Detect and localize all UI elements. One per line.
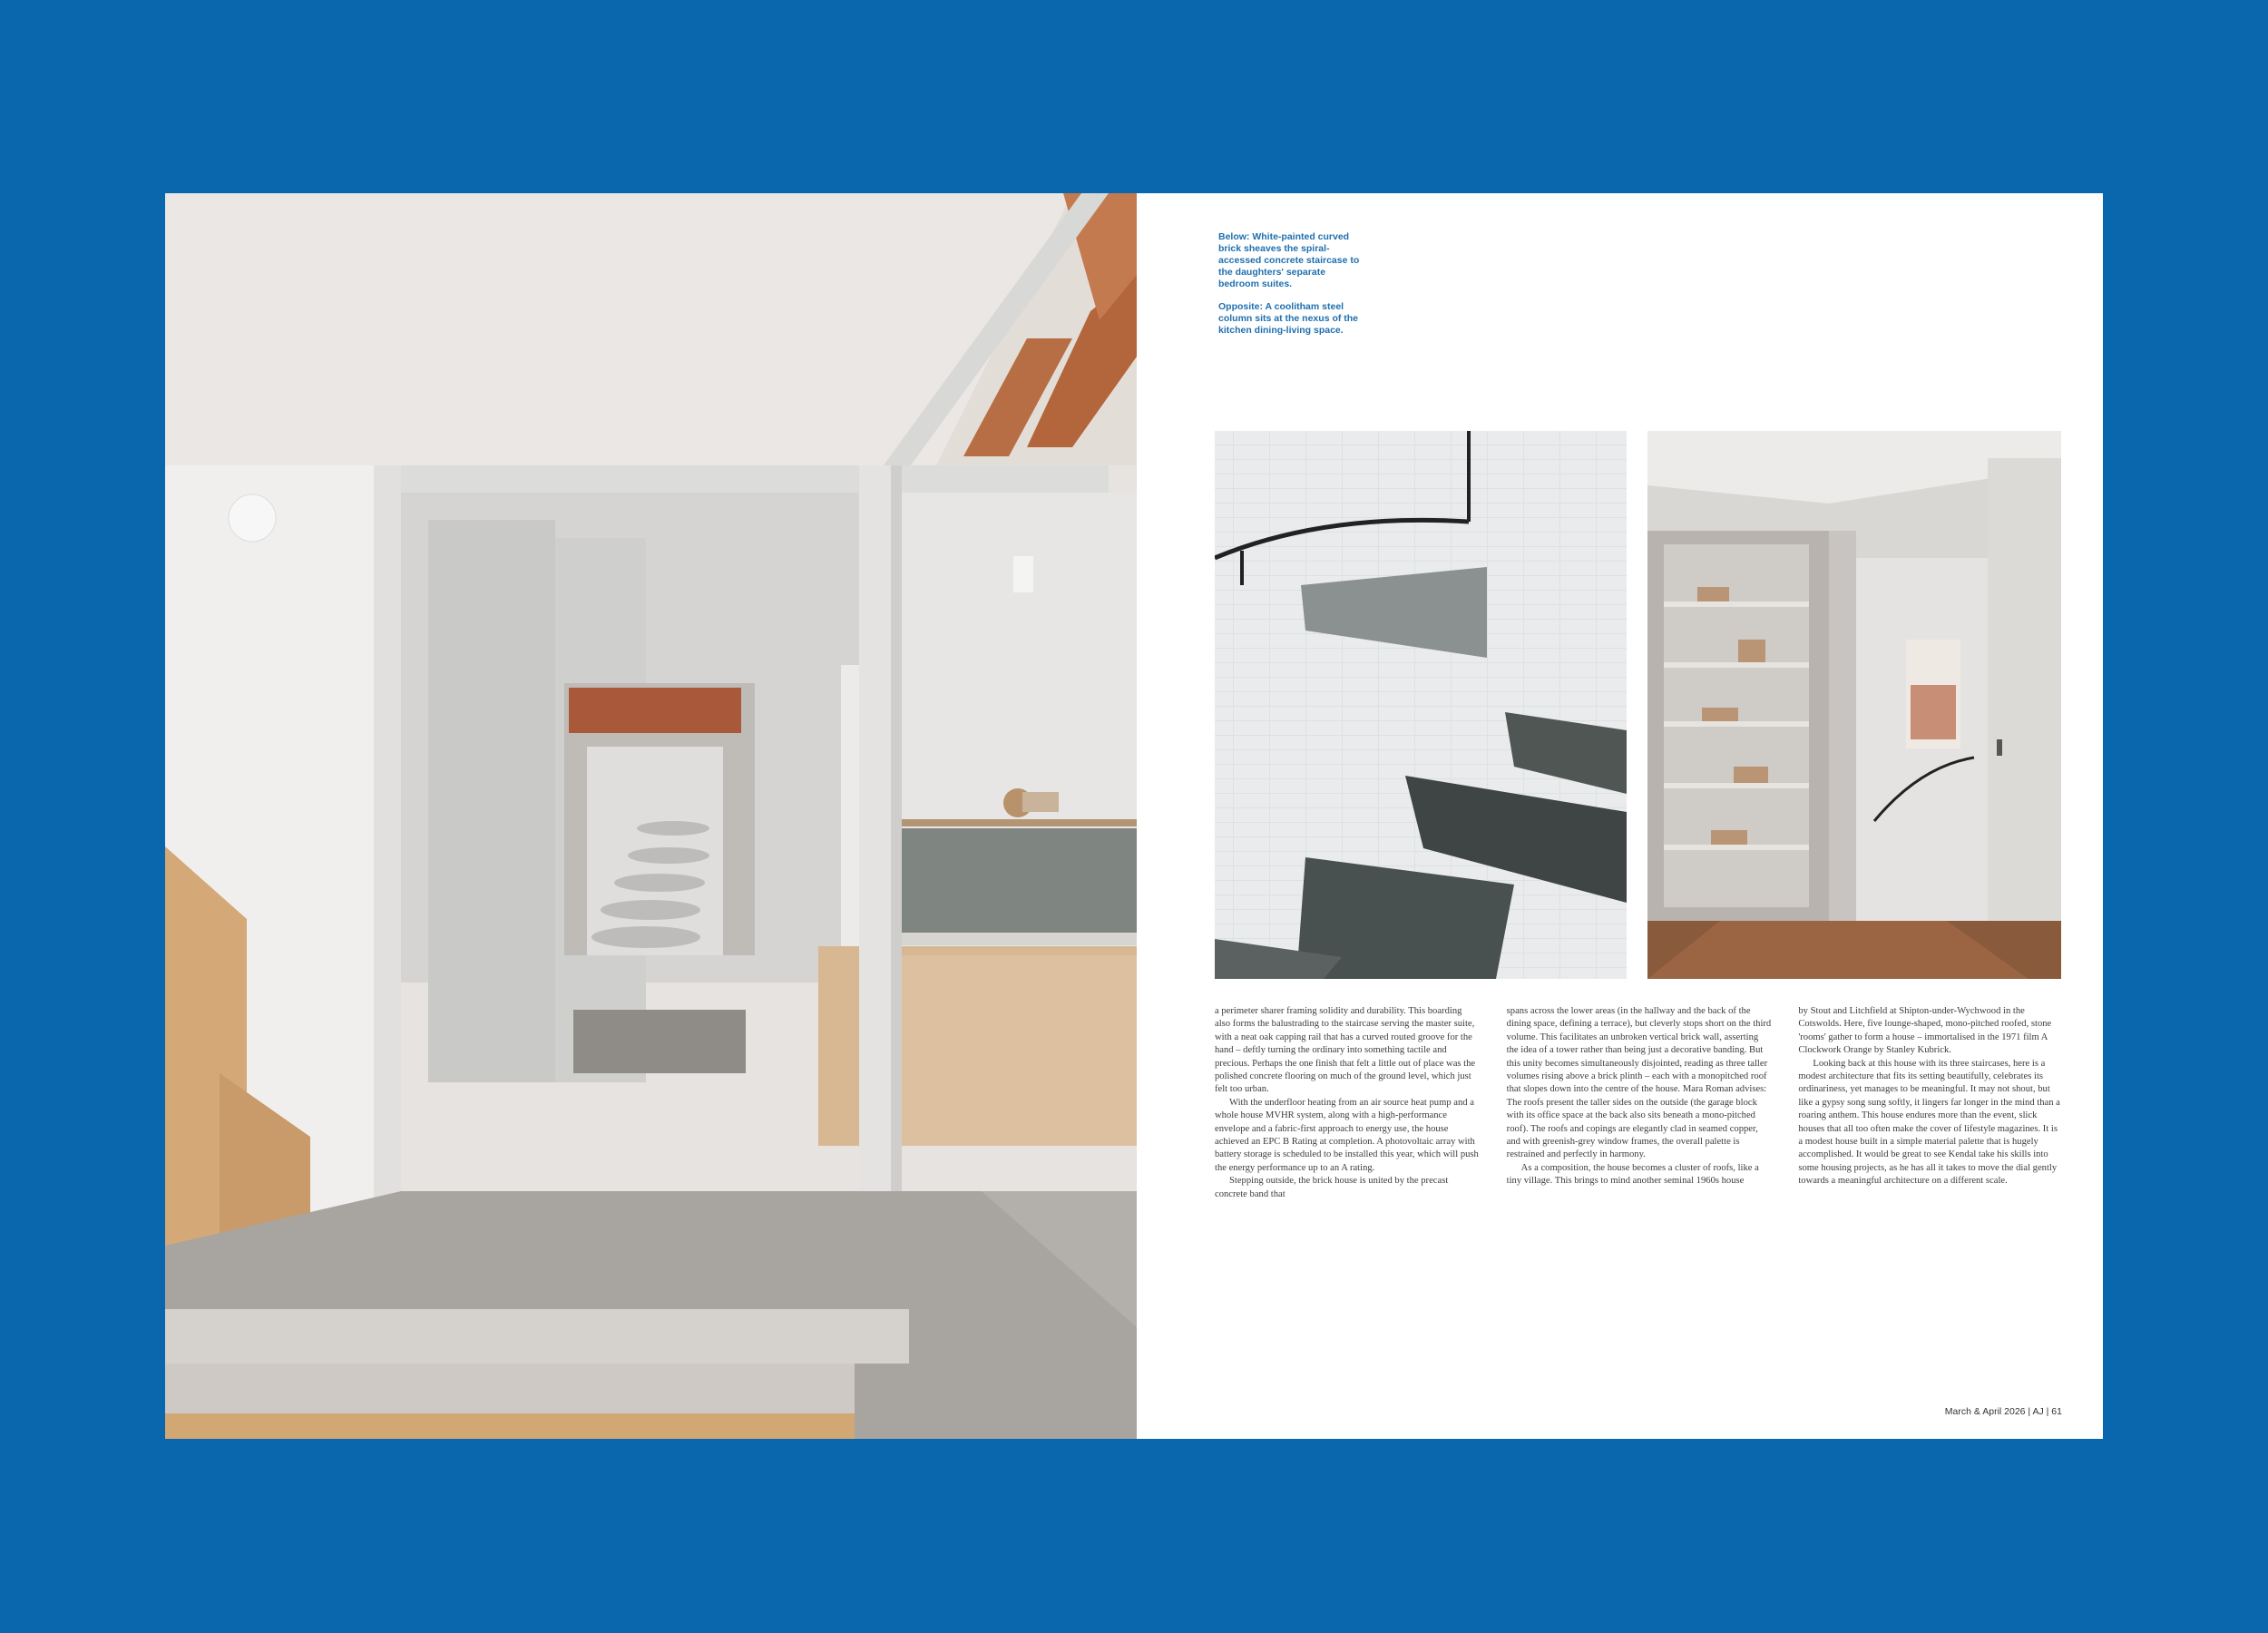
magazine-spread (165, 193, 2103, 1439)
article-column-3 (1798, 1005, 2063, 1386)
paragraph: Looking back at this house with its three staircases, here is a modest architecture that fits its setting beautifully, celebrates its ordinariness, yet manages to be meaningful. It may not shout, but like a gypsy song sung softly, it lingers far longer in the mind than a roaring anthem. This house endures more than the event, slick houses that all too often make the cover of lifestyle magazines. It is a modest house built in a simple material palette that is hugely accomplished. It would be great to see Kendal take his skills into some housing projects, as he has all it takes to move the dial gently towards a meaningful architecture on a different scale. (1798, 1058, 2060, 1187)
photo-captions (1218, 231, 1364, 347)
article-column-1 (1215, 1005, 1480, 1386)
paragraph: As a composition, the house becomes a cluster of roofs, like a tiny village. This brings to mind another seminal 1960s house (1506, 1162, 1759, 1187)
paragraph: spans across the lower areas (in the hallway and the back of the dining space, defining a terrace), but cleverly stops short on the third volume. This facilitates an unbroken vertical brick wall, asserting the idea of a tower rather than being just a decorative banding. But this unity becomes simultaneously disjointed, reading as three taller volumes rising above a brick plinth – each with a monopitched roof that slopes down into the centre of the house. Mara Roman advises: The roofs present the taller sides on the outside (the garage block with its office space at the back also sits beneath a mono-pitched roof). The roofs and copings are elegantly clad in seamed copper, and with greenish-grey window frames, the overall palette is restrained and perfectly in harmony. (1506, 1006, 1772, 1160)
article-body (1215, 1005, 2063, 1386)
caption-below: Below: White-painted curved brick sheaves the spiral-accessed concrete staircase to the daughters' separate bedroom suites. (1218, 231, 1360, 289)
right-page (1137, 193, 2103, 1439)
paragraph: Stepping outside, the brick house is united by the precast concrete band that (1215, 1176, 1449, 1199)
spiral-stair-graphic (1215, 431, 1627, 979)
paragraph: With the underfloor heating from an air source heat pump and a whole house MVHR system, along with a high-performance envelope and a fabric-first approach to energy use, the house achieved an EPC B Rating at completion. A photovoltaic array with battery storage is scheduled to be installed this year, which will push the energy performance up to an A rating. (1215, 1097, 1479, 1173)
shelving-graphic (1647, 431, 2061, 979)
paragraph: a perimeter sharer framing solidity and durability. This boarding also forms the balustrading to the staircase serving the master suite, with a neat oak capping rail that has a curved routed groove for the hand – deftly turning the ordinary into something tactile and precious. Perhaps the one finish that felt a little out of place was the polished concrete flooring on much of the ground level, which just felt too urban. (1215, 1006, 1476, 1095)
caption-opposite: Opposite: A coolitham steel column sits at the nexus of the kitchen dining-living space. (1218, 301, 1359, 336)
spiral-stair-photo (1215, 431, 1627, 979)
page-folio: March & April 2026 | AJ | 61 (1944, 1406, 2062, 1417)
interior-photo-graphic (165, 193, 1137, 1439)
article-column-2 (1507, 1005, 1772, 1386)
interior-photo (165, 193, 1137, 1439)
paragraph: by Stout and Litchfield at Shipton-under-Wychwood in the Cotswolds. Here, five lounge-shaped, mono-pitched roofed, stone 'rooms' gather to form a house – immortalised in the 1971 film A Clockwork Orange by Stanley Kubrick. (1798, 1006, 2052, 1056)
shelving-photo (1647, 431, 2061, 979)
